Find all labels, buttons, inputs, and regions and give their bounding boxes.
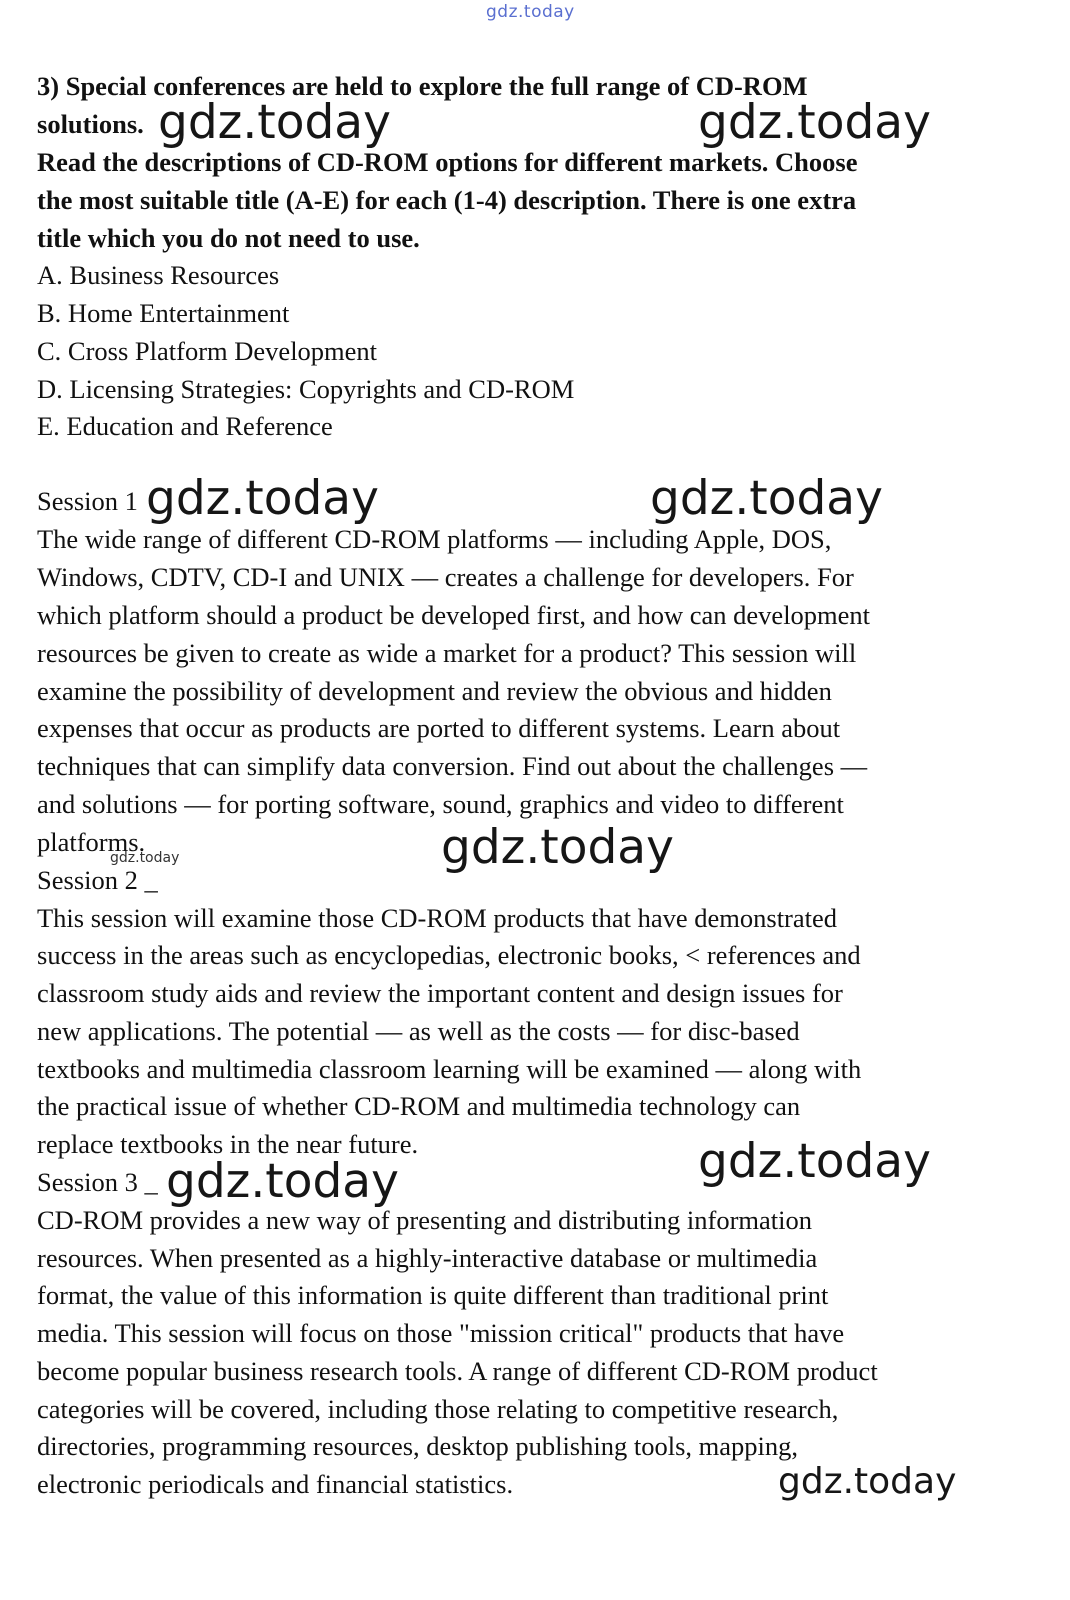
small-watermark: gdz.today <box>110 850 180 866</box>
instruction-line: Read the descriptions of CD-ROM options for different markets. Choose <box>37 147 858 177</box>
watermark: gdz.today <box>698 95 931 150</box>
watermark: gdz.today <box>650 471 883 526</box>
title-option-a: A. Business Resources <box>37 260 280 290</box>
session-3-text-line: format, the value of this information is quite different than traditional print <box>37 1280 829 1310</box>
session-1-text-line: The wide range of different CD-ROM platforms — including Apple, DOS, <box>37 524 832 554</box>
session-3-text-line: directories, programming resources, desktop publishing tools, mapping, <box>37 1431 799 1461</box>
session-1-text-line: resources be given to create as wide a market for a product? This session will <box>37 638 857 668</box>
session-3-text-line: CD-ROM provides a new way of presenting and distributing information <box>37 1205 812 1235</box>
title-option-c: C. Cross Platform Development <box>37 336 378 366</box>
watermark: gdz.today <box>778 1461 957 1502</box>
session-3-text-line: categories will be covered, including those relating to competitive research, <box>37 1394 839 1424</box>
watermark: gdz.today <box>158 95 391 150</box>
session-2-text-line: replace textbooks in the near future. <box>37 1129 419 1159</box>
session-1-label: Session 1 <box>37 486 138 516</box>
session-2-text-line: classroom study aids and review the important content and design issues for <box>37 978 843 1008</box>
session-2-text-line: success in the areas such as encyclopedias, electronic books, < references and <box>37 940 861 970</box>
watermark: gdz.today <box>698 1134 931 1189</box>
session-1-text-line: expenses that occur as products are ported to different systems. Learn about <box>37 713 841 743</box>
watermark: gdz.today <box>441 820 674 875</box>
title-option-d: D. Licensing Strategies: Copyrights and CD-ROM <box>37 374 575 404</box>
session-1-text-line: platforms. <box>37 827 146 857</box>
session-3-text-line: resources. When presented as a highly-interactive database or multimedia <box>37 1243 818 1273</box>
session-1-text-line: and solutions — for porting software, sound, graphics and video to different <box>37 789 844 819</box>
session-3-label: Session 3 _ <box>37 1167 158 1197</box>
session-3-text-line: electronic periodicals and financial statistics. <box>37 1469 514 1499</box>
watermark: gdz.today <box>166 1154 399 1209</box>
instruction-line: title which you do not need to use. <box>37 223 420 253</box>
session-2-text-line: the practical issue of whether CD-ROM and multimedia technology can <box>37 1091 801 1121</box>
session-2-label: Session 2 _ <box>37 865 158 895</box>
task-sentence-line-1: 3) Special conferences are held to explore the full range of CD-ROM <box>37 71 808 101</box>
session-2-text-line: This session will examine those CD-ROM products that have demonstrated <box>37 903 838 933</box>
instruction-line: the most suitable title (A-E) for each (1-4) description. There is one extra <box>37 185 857 215</box>
task-sentence-line-2: solutions. <box>37 109 144 139</box>
title-option-b: B. Home Entertainment <box>37 298 290 328</box>
header-logo: gdz.today <box>486 2 575 22</box>
session-2-text-line: new applications. The potential — as well as the costs — for disc-based <box>37 1016 800 1046</box>
session-3-text-line: media. This session will focus on those "mission critical" products that have <box>37 1318 845 1348</box>
session-3-text-line: become popular business research tools. A range of different CD-ROM product <box>37 1356 878 1386</box>
session-1-text-line: examine the possibility of development and review the obvious and hidden <box>37 676 832 706</box>
session-1-text-line: techniques that can simplify data conversion. Find out about the challenges — <box>37 751 868 781</box>
watermark: gdz.today <box>146 471 379 526</box>
title-option-e: E. Education and Reference <box>37 411 333 441</box>
session-1-text-line: which platform should a product be developed first, and how can development <box>37 600 871 630</box>
session-2-text-line: textbooks and multimedia classroom learning will be examined — along with <box>37 1054 862 1084</box>
session-1-text-line: Windows, CDTV, CD-I and UNIX — creates a challenge for developers. For <box>37 562 854 592</box>
